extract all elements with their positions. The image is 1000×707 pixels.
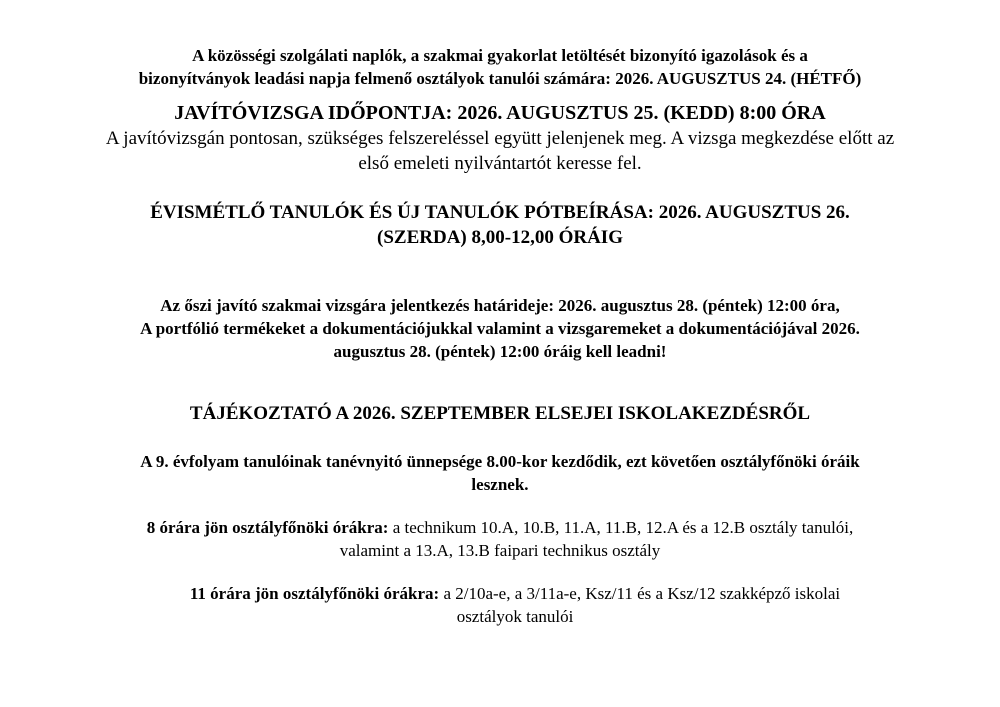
info-heading: TÁJÉKOZTATÓ A 2026. SZEPTEMBER ELSEJEI ISKOLAKEZDÉSRŐL <box>189 403 811 424</box>
ninth-line-2: lesznek. <box>471 475 529 494</box>
exam-section <box>0 101 1000 176</box>
eleven-bold-label: 11 órára jön osztályfőnöki órákra: <box>189 584 440 603</box>
ninth-line-1: A 9. évfolyam tanulóinak tanévnyitó ünnepsége 8.00-kor kezdődik, ezt követően osztályfőnöki óráik <box>140 452 860 471</box>
exam-line-2: első emeleti nyilvántartót keresse fel. <box>358 153 642 174</box>
eight-rest-text: a technikum 10.A, 10.B, 11.A, 11.B, 12.A és a 12.B osztály tanulói, <box>388 518 854 537</box>
eight-line-1 <box>0 516 1000 539</box>
repeat-section <box>0 200 1000 250</box>
intro-line-1: A közösségi szolgálati naplók, a szakmai gyakorlat letöltését bizonyító igazolások és a <box>192 46 808 65</box>
exam-line-1: A javítóvizsgán pontosan, szükséges felszereléssel együtt jelenjenek meg. A vizsga megkezdése előtt az <box>105 128 895 149</box>
autumn-line-2: A portfólió termékeket a dokumentációjukkal valamint a vizsgaremeket a dokumentációjával 2026. <box>140 319 860 338</box>
eight-oclock-notice <box>0 516 1000 562</box>
autumn-line-1: Az őszi javító szakmai vizsgára jelentkezés határideje: 2026. augusztus 28. (péntek) 12:00 óra, <box>160 296 840 315</box>
repeat-line-2: (SZERDA) 8,00-12,00 ÓRÁIG <box>377 227 623 248</box>
eight-line-2: valamint a 13.A, 13.B faipari technikus osztály <box>339 541 661 560</box>
autumn-line-3: augusztus 28. (péntek) 12:00 óráig kell leadni! <box>333 342 667 361</box>
eight-bold-label: 8 órára jön osztályfőnöki órákra: <box>146 518 389 537</box>
autumn-exam-section <box>0 294 1000 363</box>
intro-notice <box>0 44 1000 90</box>
eleven-oclock-notice <box>15 582 1000 628</box>
ninth-grade-notice <box>0 450 1000 496</box>
eleven-rest-text: a 2/10a-e, a 3/11a-e, Ksz/11 és a Ksz/12 szakképző iskolai <box>439 584 841 603</box>
intro-line-2: bizonyítványok leadási napja felmenő osztályok tanulói számára: 2026. AUGUSZTUS 24. (HÉTFŐ) <box>138 69 862 88</box>
repeat-line-1: ÉVISMÉTLŐ TANULÓK ÉS ÚJ TANULÓK PÓTBEÍRÁSA: 2026. AUGUSZTUS 26. <box>150 202 850 223</box>
eleven-line-2: osztályok tanulói <box>456 607 574 626</box>
eleven-line-1 <box>15 582 1000 605</box>
exam-heading: JAVÍTÓVIZSGA IDŐPONTJA: 2026. AUGUSZTUS 25. (KEDD) 8:00 ÓRA <box>174 102 826 124</box>
